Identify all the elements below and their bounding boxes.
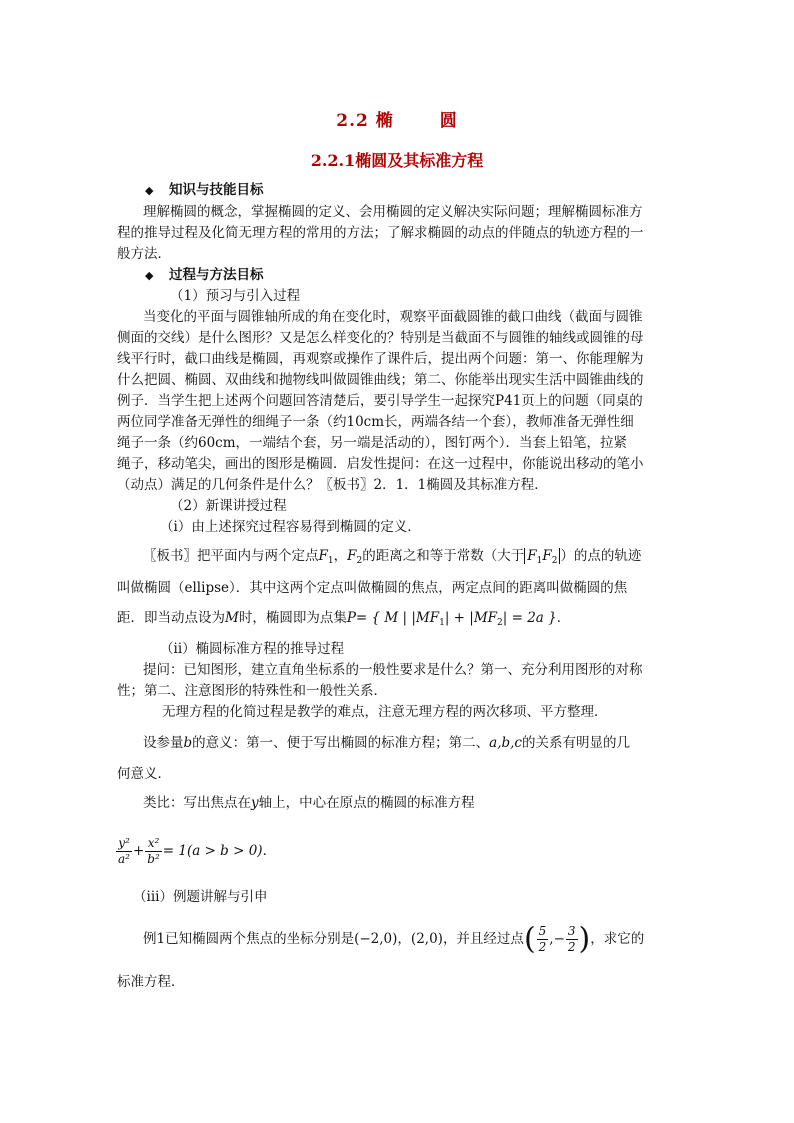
text-run: 类比：写出焦点在 — [143, 795, 251, 811]
paragraph-line: 理解椭圆的概念，掌握椭圆的定义、会用椭圆的定义解决实际问题；理解椭圆标准方 — [143, 204, 643, 220]
paragraph-line: 般方法． — [117, 246, 171, 262]
text-run: 例1已知椭圆两个焦点的坐标分别是 — [143, 931, 355, 947]
text-run: ，并且经过点 — [442, 931, 524, 947]
standard-equation: $\frac{\text{y²}}{\text{a²}}$ + $\frac{\text{x²}}{\text{b²}}$ = 1(a > b > 0)． — [118, 836, 277, 866]
math-y: y — [251, 795, 259, 811]
paragraph-line: （动点）满足的几何条件是什么？〖板书〗2．1．1椭圆及其标准方程． — [117, 477, 548, 493]
heading-text: 知识与技能目标 — [169, 182, 264, 198]
fraction-y2-a2: $\frac{\text{y²}}{\text{a²}}$ — [118, 836, 130, 866]
math-F2: $F_2$ — [347, 548, 363, 566]
section-title — [0, 106, 794, 131]
fraction-x2-b2: $\frac{\text{x²}}{\text{b²}}$ — [147, 836, 160, 866]
paragraph-line: 性；第二、注意图形的特殊性和一般性关系． — [117, 683, 387, 699]
math-point-set: P= { M | $|MF_1| + |MF_2| = 2a$ } — [346, 610, 557, 628]
subheading-preview: （1）预习与引入过程 — [170, 288, 301, 304]
heading-text: 过程与方法目标 — [169, 267, 264, 283]
math-F1F2: $F_1F_2$ — [524, 548, 560, 564]
diamond-bullet-icon: ◆ — [145, 269, 154, 282]
math-M: M — [225, 610, 239, 626]
text-run: ， — [397, 931, 411, 947]
text-run: ， — [333, 548, 348, 564]
paragraph-line: 何意义． — [117, 766, 171, 782]
paragraph-line: 标准方程． — [117, 974, 185, 990]
text-run: 时，椭圆即为点集 — [238, 610, 347, 626]
text-run: ）的点的轨迹 — [560, 548, 642, 564]
heading-process-goals — [145, 265, 264, 286]
definition-line — [143, 546, 641, 571]
text-run: 的意义：第一、便于写出椭圆的标准方程；第二、 — [192, 735, 490, 751]
paragraph-line: 两位同学准备无弹性的细绳子一条（约10cm长，两端各结一个套），教师准备无弹性细 — [117, 414, 634, 430]
text-run: 的距离之和等于常数（大于 — [362, 548, 525, 564]
fraction-three-halves: $\frac{3}{2}$ — [567, 924, 576, 954]
math-point-2-0: (2,0) — [410, 931, 443, 947]
math-point-neg2-0: (−2,0) — [354, 931, 398, 947]
definition-set-line — [117, 608, 570, 633]
subheading-derivation: （ii）椭圆标准方程的推导过程 — [160, 641, 345, 657]
subheading-examples: （iii）例题讲解与引申 — [133, 889, 268, 905]
subheading-new-lesson: （2）新课讲授过程 — [170, 498, 287, 514]
analogy-line — [143, 793, 475, 813]
text-run: 距．即当动点设为 — [117, 610, 225, 626]
subsection-title: 2.2.1椭圆及其标准方程 — [310, 151, 484, 170]
example-1-line: 例1已知椭圆两个焦点的坐标分别是(−2,0)，(2,0)，并且经过点( $\frac{5}{2}$ ,− $\frac{3}{2}$ )，求它的 — [143, 921, 645, 957]
math-b: b — [183, 735, 193, 751]
math-abc: a,b,c — [489, 735, 522, 751]
paragraph-line: 提问：已知图形，建立直角坐标系的一般性要求是什么？第一、充分利用图形的对称 — [143, 662, 643, 678]
paragraph-line: 例子．当学生把上述两个问题回答清楚后，要引导学生一起探究P41页上的问题（同桌的 — [117, 393, 643, 409]
paragraph-line: 侧面的交线）是什么图形？又是怎么样变化的？特别是当截面不与圆锥的轴线或圆锥的母 — [117, 330, 644, 346]
paragraph-line: 当变化的平面与圆锥轴所成的角在变化时，观察平面截圆锥的截口曲线（截面与圆锥 — [143, 309, 643, 325]
paragraph-line: 绳子，移动笔尖，画出的图形是椭圆．启发性提问：在这一过程中，你能说出移动的笔小 — [117, 456, 644, 472]
heading-knowledge-goals — [145, 180, 264, 201]
text-run: 轴上，中心在原点的椭圆的标准方程 — [258, 795, 475, 811]
section-title-left: 2.2 椭 — [336, 111, 394, 131]
parameter-b-line — [143, 733, 630, 753]
text-run: 设参量 — [143, 735, 184, 751]
text-run: ，求它的 — [590, 931, 645, 947]
paragraph-line: 线平行时，截口曲线是椭圆，再观察或操作了课件后，提出两个问题：第一、你能理解为 — [117, 351, 644, 367]
paragraph-line: 叫做椭圆（ellipse）．其中这两个定点叫做椭圆的焦点，两定点间的距离叫做椭圆的焦 — [117, 580, 628, 596]
section-title-right: 圆 — [439, 111, 458, 131]
diamond-bullet-icon: ◆ — [145, 184, 154, 197]
paragraph-line: 什么把圆、椭圆、双曲线和抛物线叫做圆锥曲线；第二、你能举出现实生活中圆锥曲线的 — [117, 372, 644, 388]
paragraph-line: 程的推导过程及化简无理方程的常用的方法；了解求椭圆的动点的伴随点的轨迹方程的一 — [117, 225, 644, 241]
text-run: ． — [556, 610, 571, 626]
paragraph-line: 无理方程的化简过程是教学的难点，注意无理方程的两次移项、平方整理． — [162, 704, 608, 720]
subheading-definition: （i）由上述探究过程容易得到椭圆的定义． — [160, 519, 421, 535]
math-F1: $F_1$ — [318, 548, 334, 566]
fraction-five-halves: $\frac{5}{2}$ — [538, 924, 547, 954]
text-run: 〖板书〗把平面内与两个定点 — [143, 548, 319, 564]
text-run: 的关系有明显的几 — [522, 735, 630, 751]
paragraph-line: 绳子一条（约60cm，一端结个套，另一端是活动的），图钉两个）．当套上铅笔，拉紧 — [117, 435, 628, 451]
